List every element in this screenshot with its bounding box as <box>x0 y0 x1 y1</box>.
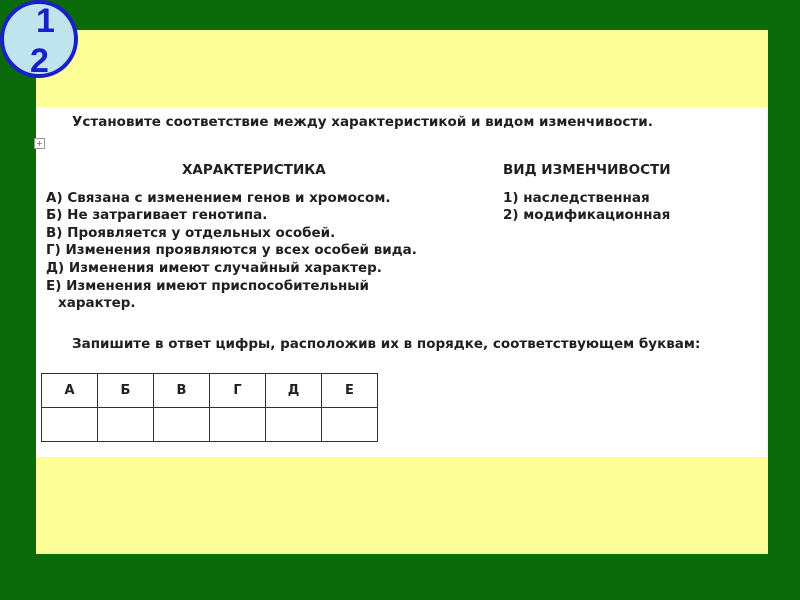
task-number-badge <box>0 0 78 78</box>
expand-plus-icon[interactable]: + <box>34 138 45 149</box>
badge-digit-2: 2 <box>30 42 49 78</box>
characteristic-a: А) Связана с изменением генов и хромосом. <box>46 190 391 206</box>
answer-prompt: Запишите в ответ цифры, расположив их в порядке, соответствующем буквам: <box>72 336 701 352</box>
answer-header-v: В <box>154 374 210 408</box>
characteristic-b: Б) Не затрагивает генотипа. <box>46 207 268 223</box>
answer-header-e: Е <box>322 374 378 408</box>
answer-table <box>41 373 378 442</box>
answer-cell-e[interactable] <box>322 408 378 442</box>
answer-cell-d[interactable] <box>266 408 322 442</box>
answer-table-header-row <box>42 374 378 408</box>
characteristic-v: В) Проявляется у отдельных особей. <box>46 225 336 241</box>
task-sheet <box>36 107 767 457</box>
answer-header-a: А <box>42 374 98 408</box>
column-header-characteristic: ХАРАКТЕРИСТИКА <box>182 162 326 178</box>
characteristic-g: Г) Изменения проявляются у всех особей вида. <box>46 242 417 258</box>
answer-cell-b[interactable] <box>98 408 154 442</box>
answer-header-g: Г <box>210 374 266 408</box>
task-instruction: Установите соответствие между характеристикой и видом изменчивости. <box>72 114 653 130</box>
column-header-variation-type: ВИД ИЗМЕНЧИВОСТИ <box>503 162 671 178</box>
characteristic-e-continued: характер. <box>58 295 136 311</box>
answer-cell-a[interactable] <box>42 408 98 442</box>
variation-type-1: 1) наследственная <box>503 190 650 206</box>
answer-cell-g[interactable] <box>210 408 266 442</box>
characteristic-d: Д) Изменения имеют случайный характер. <box>46 260 382 276</box>
badge-digit-1: 1 <box>36 2 55 40</box>
variation-type-2: 2) модификационная <box>503 207 671 223</box>
answer-cell-v[interactable] <box>154 408 210 442</box>
answer-table-value-row <box>42 408 378 442</box>
characteristic-e: Е) Изменения имеют приспособительный <box>46 278 369 294</box>
answer-header-b: Б <box>98 374 154 408</box>
answer-header-d: Д <box>266 374 322 408</box>
